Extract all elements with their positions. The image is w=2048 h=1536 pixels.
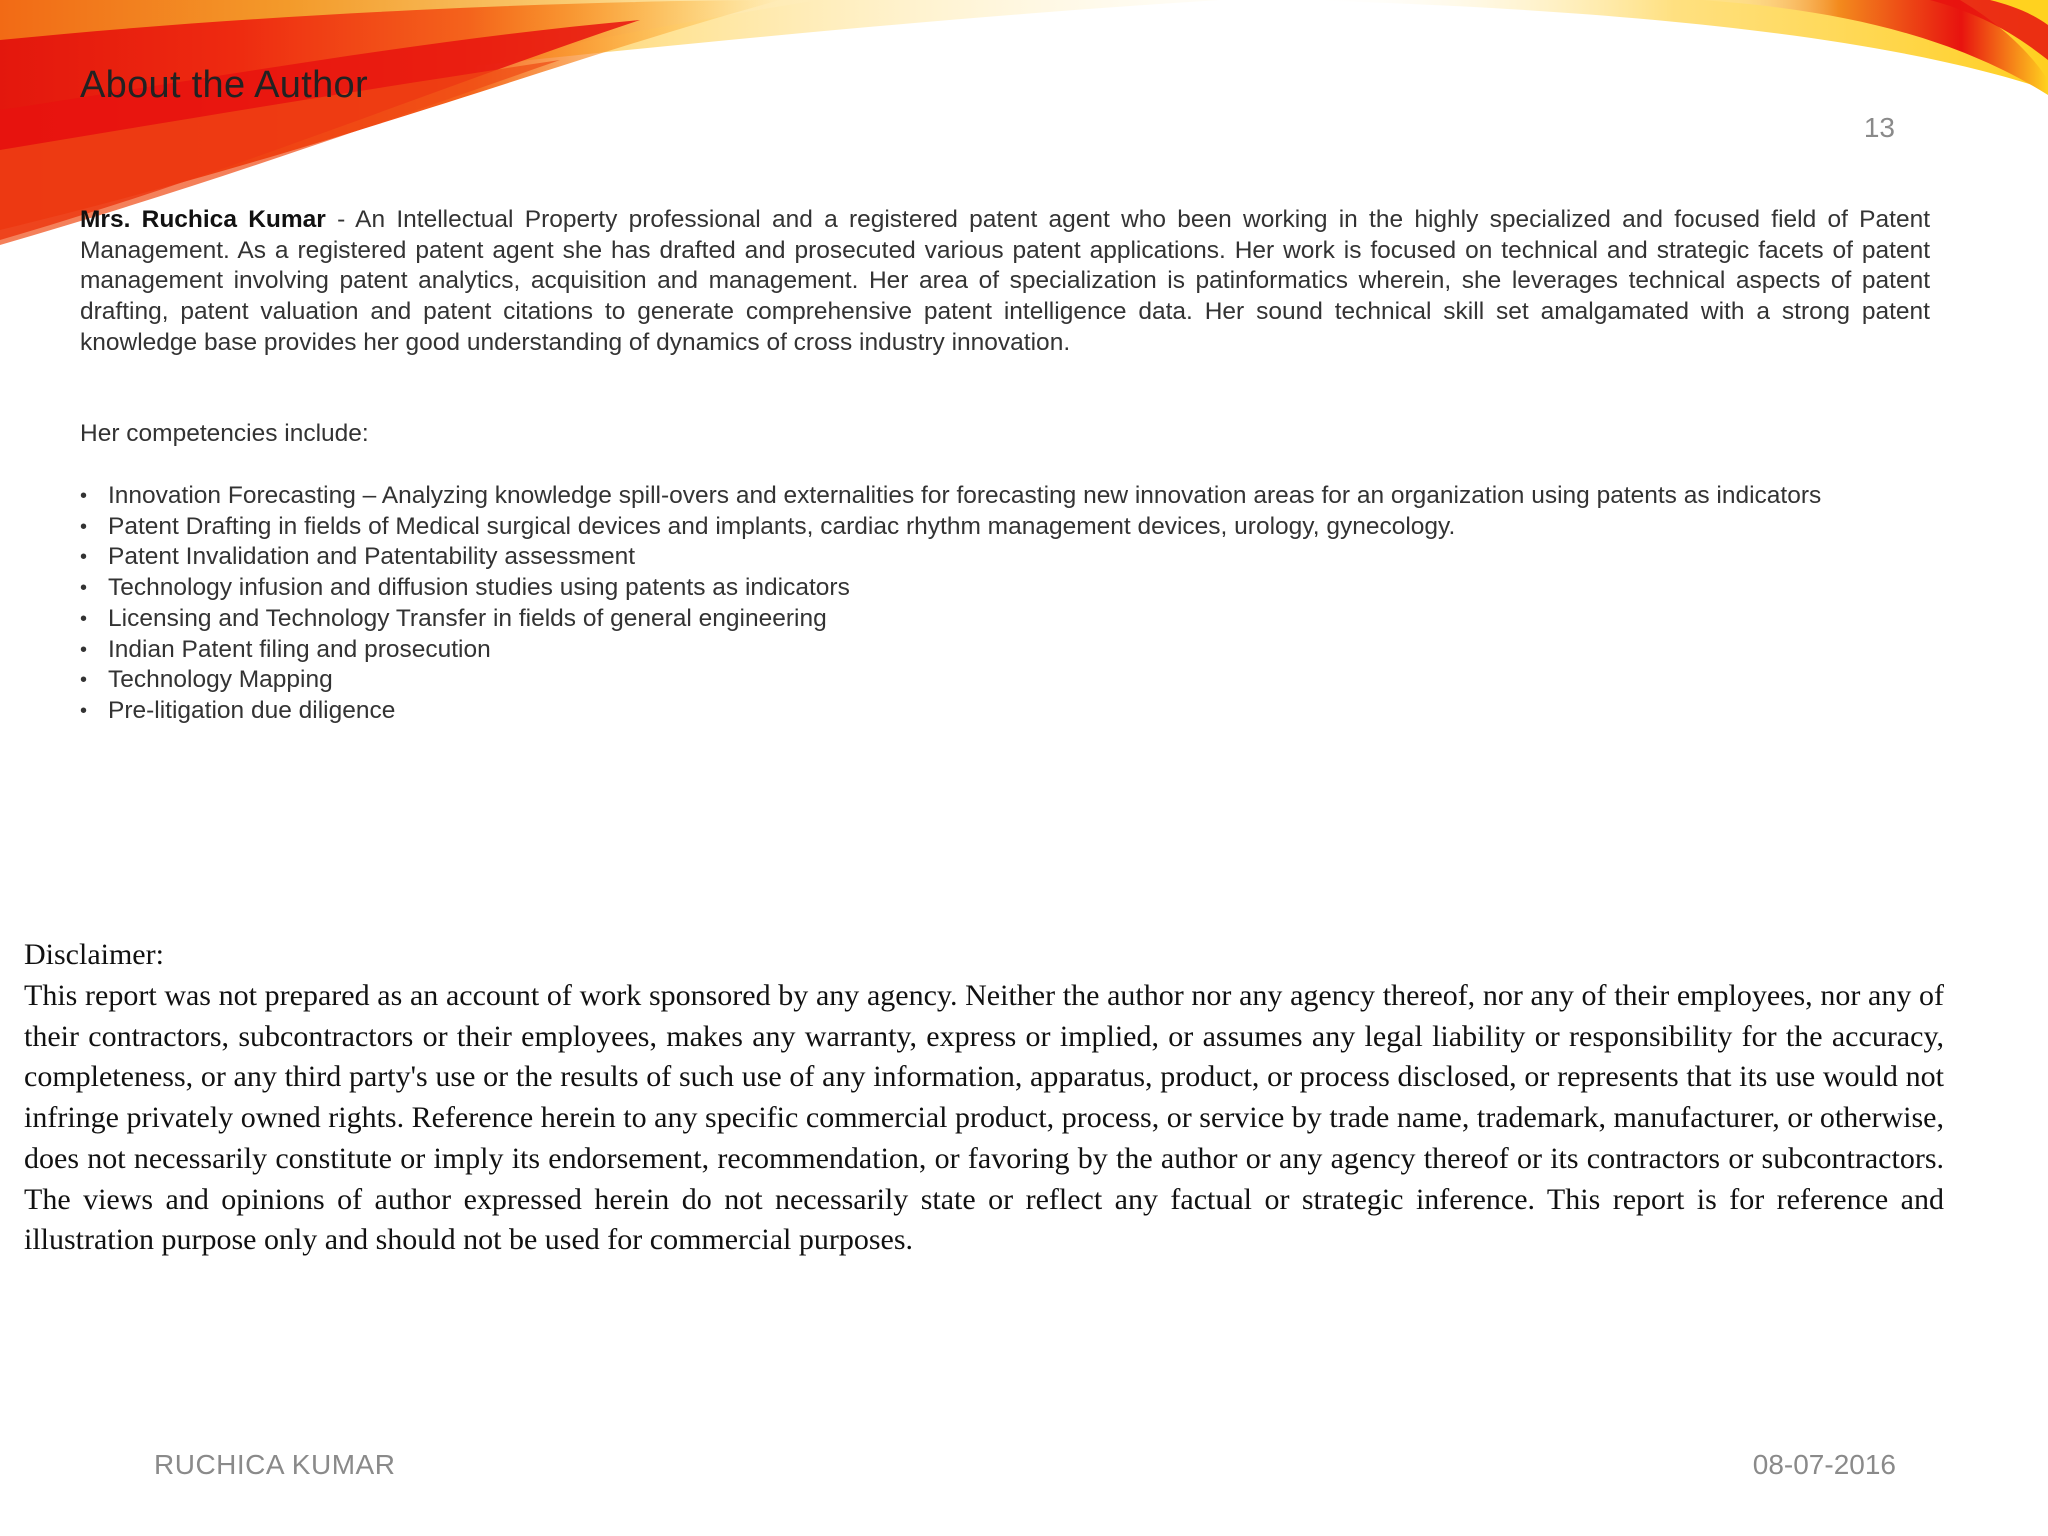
list-item: • Pre-litigation due diligence xyxy=(80,696,1930,727)
author-bio-text: - An Intellectual Property professional and a registered patent agent who been working in the highly specialized and focused field of Patent Management. As a registered patent agent she has drafted and prosecuted various patent applications. Her work is focused on technical and strategic facets of patent management involving patent analytics, acquisition and management. Her area of specialization is patinformatics wherein, she leverages technical aspects of patent drafting, patent valuation and patent citations to generate comprehensive patent intelligence data. Her sound technical skill set amalgamated with a strong patent knowledge base provides her good understanding of dynamics of cross industry innovation. xyxy=(80,206,1931,356)
author-name: Mrs. Ruchica Kumar xyxy=(80,206,326,233)
competencies-label: Her competencies include: xyxy=(80,420,369,447)
bullet-icon: • xyxy=(80,699,88,722)
list-item: • Technology infusion and diffusion studies using patents as indicators xyxy=(80,573,1930,604)
list-item: • Patent Drafting in fields of Medical surgical devices and implants, cardiac rhythm management devices, urology, gynecology. xyxy=(80,512,1930,543)
bullet-icon: • xyxy=(80,607,88,630)
bullet-icon: • xyxy=(80,577,88,600)
bullet-icon: • xyxy=(80,546,88,569)
bullet-icon: • xyxy=(80,515,88,538)
bullet-icon: • xyxy=(80,638,88,661)
list-item: • Patent Invalidation and Patentability assessment xyxy=(80,542,1930,573)
bullet-icon: • xyxy=(80,485,88,507)
list-item: • Innovation Forecasting – Analyzing knowledge spill-overs and externalities for forecasting new innovation areas for an organization using patents as indicators xyxy=(80,481,1930,512)
slide-title: About the Author xyxy=(80,64,368,106)
footer-author: RUCHICA KUMAR xyxy=(154,1449,396,1480)
disclaimer-text: This report was not prepared as an account of work sponsored by any agency. Neither the author nor any agency thereof, nor any of their employees, nor any of their contractors, subcontractors or their employees, makes any warranty, express or implied, or assumes any legal liability or responsibility for the accuracy, completeness, or any third party's use or the results of such use of any information, apparatus, product, or process disclosed, or represents that its use would not infringe privately owned rights. Reference herein to any specific commercial product, process, or service by trade name, trademark, manufacturer, or otherwise, does not necessarily constitute or imply its endorsement, recommendation, or favoring by the author or any agency thereof or its contractors or subcontractors. The views and opinions of author expressed herein do not necessarily state or reflect any factual or strategic inference. This report is for reference and illustration purpose only and should not be used for commercial purposes. xyxy=(24,979,1944,1257)
footer-date: 08-07-2016 xyxy=(1752,1449,1896,1480)
author-bio xyxy=(80,205,1930,359)
competencies-list xyxy=(80,481,1930,727)
bullet-icon: • xyxy=(80,669,88,692)
list-item: • Technology Mapping xyxy=(80,665,1930,696)
list-item: • Licensing and Technology Transfer in fields of general engineering xyxy=(80,604,1930,635)
list-item: • Indian Patent filing and prosecution xyxy=(80,635,1930,666)
slide-number: 13 xyxy=(1863,112,1895,143)
disclaimer-title: Disclaimer: xyxy=(24,938,164,971)
